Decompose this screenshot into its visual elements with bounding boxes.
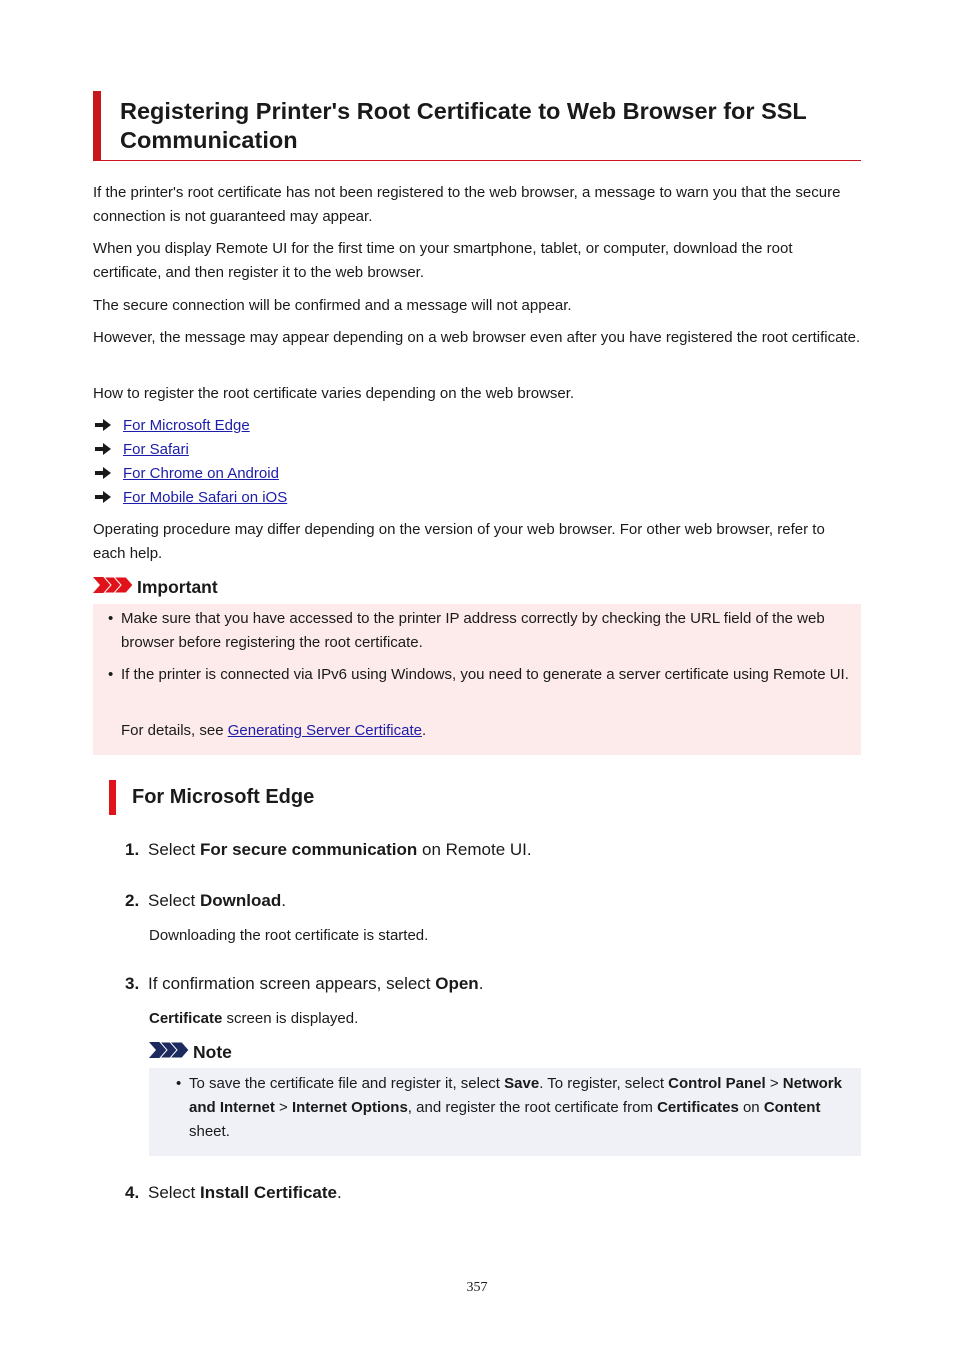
note-bold-save: Save (504, 1075, 540, 1092)
arrow-right-icon (93, 491, 123, 503)
step-3-description-text: screen is displayed. (222, 1010, 359, 1027)
step-number: 1. (125, 840, 140, 859)
step-2-description: Downloading the root certificate is started. (149, 927, 429, 944)
step-4 (125, 1181, 342, 1205)
note-label: Note (193, 1041, 232, 1062)
note-text: To save the certificate file and register it, select (189, 1075, 505, 1092)
note-text: , and register the root certificate from (407, 1099, 658, 1116)
link-generating-server-certificate[interactable]: Generating Server Certificate (227, 722, 422, 739)
list-item (93, 413, 861, 437)
arrow-right-icon (93, 443, 123, 455)
important-bullet-2-text: If the printer is connected via IPv6 using Windows, you need to generate a server certificate using Remote UI. (121, 666, 849, 683)
page-number: 357 (466, 1280, 488, 1295)
important-bullet-2 (108, 663, 851, 687)
details-suffix: . (421, 722, 427, 739)
step-number: 2. (125, 891, 140, 910)
step-bold-term: Install Certificate (199, 1183, 337, 1202)
page-title: Registering Printer's Root Certificate to Web Browser for SSL Communication (93, 91, 861, 161)
arrow-right-icon (93, 467, 123, 479)
intro-paragraph-1: If the printer's root certificate has not been registered to the web browser, a message to warn you that the secure connection is not guaranteed may appear. (93, 184, 841, 225)
important-box (93, 604, 861, 755)
bullet-icon: • (108, 666, 114, 683)
step-text: . (336, 1183, 342, 1202)
link-microsoft-edge[interactable]: For Microsoft Edge (123, 416, 250, 434)
step-number: 4. (125, 1183, 140, 1202)
step-text: Select (148, 840, 200, 859)
link-safari[interactable]: For Safari (123, 440, 189, 458)
step-text: If confirmation screen appears, select (148, 974, 436, 993)
step-3-description (149, 1007, 358, 1031)
note-heading (149, 1041, 232, 1063)
note-text: > (765, 1075, 783, 1092)
bullet-icon: • (108, 610, 114, 627)
link-mobile-safari-ios[interactable]: For Mobile Safari on iOS (123, 488, 288, 506)
intro-paragraph-3: The secure connection will be confirmed and a message will not appear. (93, 297, 572, 314)
important-heading (93, 576, 218, 598)
list-item (93, 461, 861, 485)
note-text: . To register, select (539, 1075, 669, 1092)
step-bold-term: For secure communication (199, 840, 418, 859)
step-text: on Remote UI. (417, 840, 532, 859)
bullet-icon: • (176, 1075, 182, 1092)
step-text: Select (148, 1183, 200, 1202)
step-2 (125, 889, 286, 913)
list-item (93, 437, 861, 461)
certificate-term: Certificate (149, 1010, 223, 1027)
details-prefix: For details, see (121, 722, 228, 739)
important-details (121, 719, 851, 743)
step-bold-term: Open (435, 974, 479, 993)
step-text: . (281, 891, 286, 910)
intro-paragraph-4: However, the message may appear depending on a web browser even after you have registered the root certificate. (93, 329, 861, 346)
step-text: Select (148, 891, 200, 910)
step-bold-term: Download (199, 891, 282, 910)
step-number: 3. (125, 974, 140, 993)
note-text: > (274, 1099, 292, 1116)
note-bold-content: Content (763, 1099, 821, 1116)
note-bold-certificates: Certificates (657, 1099, 739, 1116)
note-bold-internet-options: Internet Options (291, 1099, 408, 1116)
important-bullet-1-text: Make sure that you have accessed to the printer IP address correctly by checking the URL field of the web browser before registering the root certificate. (121, 610, 825, 651)
important-label: Important (137, 576, 218, 597)
note-text: on (738, 1099, 764, 1116)
step-text: . (478, 974, 484, 993)
step-3 (125, 972, 483, 996)
browser-link-list (93, 413, 861, 509)
note-bold-control-panel: Control Panel (668, 1075, 766, 1092)
arrow-right-icon (93, 419, 123, 431)
step-1 (125, 838, 532, 862)
intro-paragraph-5: How to register the root certificate varies depending on the web browser. (93, 385, 575, 402)
note-box (149, 1068, 861, 1156)
list-item (93, 485, 861, 509)
note-bullet (176, 1072, 857, 1144)
note-bold-network-internet: Network and Internet (189, 1075, 842, 1116)
important-chevrons-icon (93, 577, 133, 598)
link-chrome-android[interactable]: For Chrome on Android (123, 464, 279, 482)
note-text: sheet. (189, 1123, 230, 1140)
note-chevrons-icon (149, 1042, 189, 1063)
browser-note-paragraph: Operating procedure may differ depending on the version of your web browser. For other web browser, refer to each help. (93, 521, 825, 562)
important-bullet-1 (108, 607, 851, 655)
section-heading: For Microsoft Edge (109, 780, 314, 815)
intro-paragraph-2: When you display Remote UI for the first time on your smartphone, tablet, or computer, download the root certificate, and then register it to the web browser. (93, 240, 793, 281)
